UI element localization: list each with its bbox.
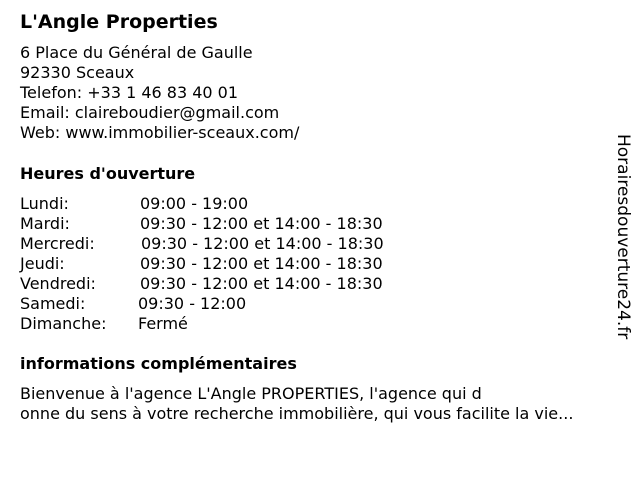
info-line-2: onne du sens à votre recherche immobilière, qui vous facilite la vie... (20, 404, 574, 423)
time-value: 09:30 - 12:00 et 14:00 - 18:30 (140, 214, 383, 233)
watermark-text: Horairesdouverture24.fr (613, 134, 633, 340)
address-city: 92330 Sceaux (20, 63, 135, 82)
day-label: Vendredi: (20, 274, 96, 293)
day-label: Lundi: (20, 194, 69, 213)
time-value: 09:30 - 12:00 et 14:00 - 18:30 (140, 254, 383, 273)
day-label: Mardi: (20, 214, 70, 233)
time-value: 09:30 - 12:00 (138, 294, 247, 313)
phone-line: Telefon: +33 1 46 83 40 01 (20, 83, 239, 102)
info-line-1: Bienvenue à l'agence L'Angle PROPERTIES, l'agence qui d (20, 384, 482, 403)
day-label: Samedi: (20, 294, 86, 313)
time-value: Fermé (138, 314, 188, 333)
day-label: Jeudi: (20, 254, 65, 273)
time-value: 09:30 - 12:00 et 14:00 - 18:30 (140, 274, 383, 293)
day-label: Mercredi: (20, 234, 95, 253)
time-value: 09:00 - 19:00 (140, 194, 249, 213)
address-street: 6 Place du Général de Gaulle (20, 43, 253, 62)
business-name: L'Angle Properties (20, 11, 218, 33)
email-line: Email: claireboudier@gmail.com (20, 103, 280, 122)
website-line: Web: www.immobilier-sceaux.com/ (20, 123, 300, 142)
contact-block (20, 43, 299, 143)
info-heading: informations complémentaires (20, 354, 297, 373)
time-value: 09:30 - 12:00 et 14:00 - 18:30 (141, 234, 384, 253)
day-label: Dimanche: (20, 314, 107, 333)
hours-heading: Heures d'ouverture (20, 164, 196, 183)
info-description (20, 384, 573, 424)
